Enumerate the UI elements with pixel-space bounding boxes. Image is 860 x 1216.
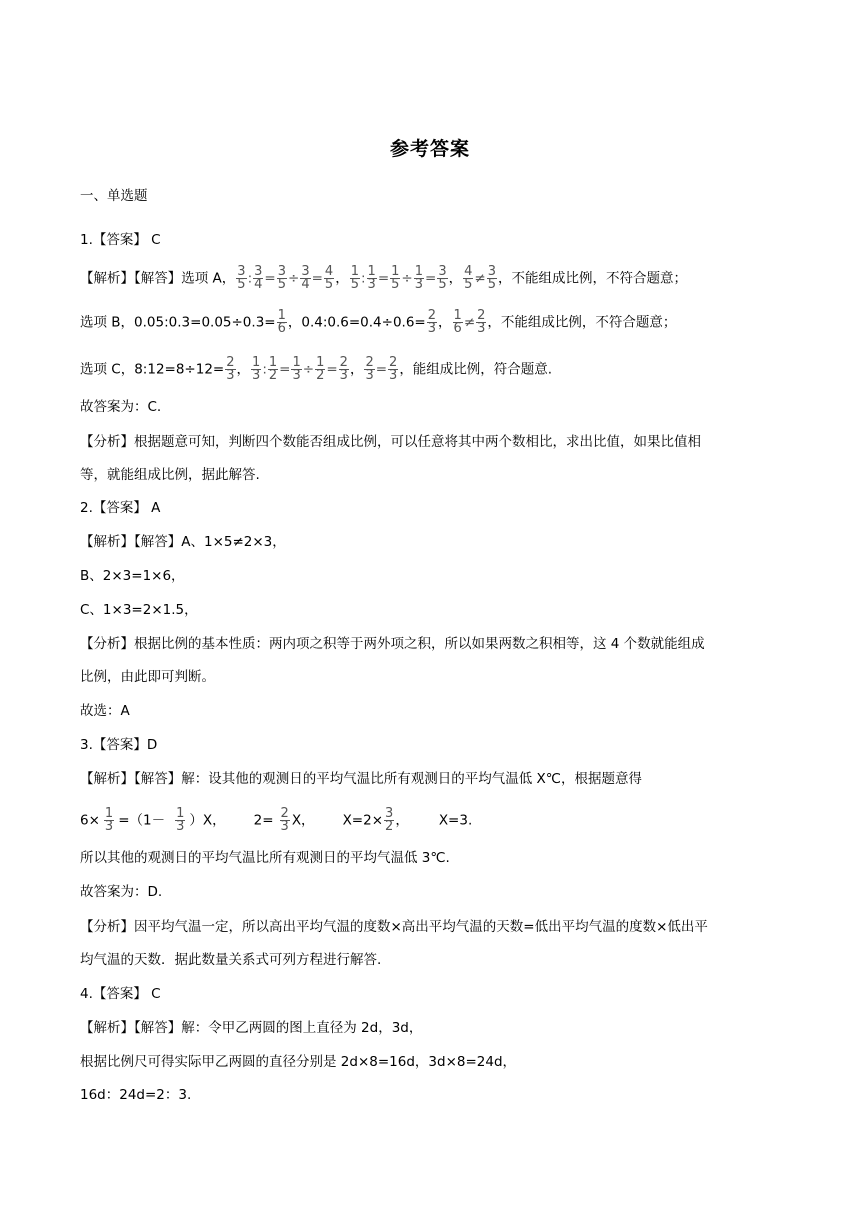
fraction: $\frac{2}{3}$ [427,308,437,336]
q3-analysis-2: 均气温的天数．据此数量关系式可列方程进行解答. [80,952,382,968]
fraction: $\frac{1}{3}$ [367,264,376,292]
q2-analysis-2: 比例，由此即可判断。 [80,669,215,685]
fraction: $\frac{3}{5}$ [277,264,286,292]
q1-conclusion: 故答案为：C. [80,399,162,415]
fraction: $\frac{1}{3}$ [176,806,185,834]
fraction: $\frac{2}{3}$ [389,355,398,383]
fraction: $\frac{2}{3}$ [339,355,348,383]
fraction: $\frac{1}{6}$ [453,308,462,336]
fraction: $\frac{1}{3}$ [104,806,114,834]
q1-option-c: 选项 C，8:12=8÷12= $\frac{2}{3}$ ， $\frac{1}{3}$ : $\frac{1}{2}$ = $\frac{1}{3}$ ÷ $\frac{1}{2}$ = $\frac{2}{3}$ ， $\frac{2}{3}$ = $\frac{2}{3}$ ，能组成比例，符合题意. [80,355,553,383]
q4-line-3: 16d：24d=2：3. [80,1087,192,1103]
q3-line-1: 【解析】【解答】解：设其他的观测日的平均气温比所有观测日的平均气温低 X℃，根据题意得 [80,771,642,787]
fraction: $\frac{3}{4}$ [254,264,263,292]
q2-analysis-1: 【分析】根据比例的基本性质：两内项之积等于两外项之积，所以如果两数之积相等，这 4 个数就能组成 [80,636,705,652]
q3-analysis-1: 【分析】因平均气温一定，所以高出平均气温的度数×高出平均气温的天数=低出平均气温的度数×低出平 [80,919,708,935]
page-title: 参考答案 [389,138,470,160]
fraction: $\frac{4}{5}$ [324,264,334,292]
q3-line-3: 所以其他的观测日的平均气温比所有观测日的平均气温低 3℃. [80,850,450,866]
fraction: $\frac{3}{2}$ [385,806,394,834]
section-heading: 一、单选题 [80,188,148,204]
fraction: $\frac{2}{3}$ [477,308,486,336]
q4-line-2: 根据比例尺可得实际甲乙两圆的直径分别是 2d×8=16d，3d×8=24d， [80,1054,517,1070]
q3-equation: 6× $\frac{1}{3}$ =（1－ $\frac{1}{3}$ ）X， 2= $\frac{2}{3}$ X， X=2× $\frac{3}{2}$ ， X=3. [80,806,473,834]
fraction: $\frac{4}{5}$ [464,264,473,292]
q2-conclusion: 故选：A [80,703,130,719]
q1-option-b: 选项 B，0.05:0.3=0.05÷0.3= $\frac{1}{6}$ ，0.4:0.6=0.4÷0.6= $\frac{2}{3}$ ， $\frac{1}{6}$ ≠ $\frac{2}{3}$ ，不能组成比例，不符合题意； [80,308,677,336]
fraction: $\frac{3}{4}$ [301,264,310,292]
q1-option-a: 【解析】【解答】选项 A， $\frac{3}{5}$ : $\frac{3}{4}$ = $\frac{3}{5}$ ÷ $\frac{3}{4}$ = $\frac{4}{5}$ ， $\frac{1}{5}$ : $\frac{1}{3}$ = $\frac{1}{5}$ ÷ $\frac{1}{3}$ = $\frac{3}{5}$ ， $\frac{4}{5}$ ≠ $\frac{3}{5}$ ，不能组成比例，不符合题意； [80,264,687,292]
q1-b-intro: 选项 B，0.05:0.3=0.05÷0.3= [80,314,276,331]
q1-analysis-1: 【分析】根据题意可知，判断四个数能否组成比例，可以任意将其中两个数相比，求出比值，如果比值相 [80,434,701,450]
q4-line-1: 【解析】【解答】解：令甲乙两圆的图上直径为 2d，3d， [80,1020,423,1036]
q3-answer: 3.【答案】D [80,737,158,753]
fraction: $\frac{2}{3}$ [365,355,374,383]
q2-line-c: C、1×3=2×1.5， [80,602,198,618]
fraction: $\frac{1}{3}$ [414,264,423,292]
fraction: $\frac{3}{5}$ [438,264,447,292]
fraction: $\frac{2}{3}$ [280,806,289,834]
fraction: $\frac{1}{2}$ [268,355,278,383]
fraction: $\frac{1}{6}$ [277,308,286,336]
fraction: $\frac{2}{3}$ [226,355,235,383]
q1-analysis-2: 等，就能组成比例，据此解答. [80,467,260,483]
fraction: $\frac{1}{3}$ [252,355,261,383]
fraction: $\frac{1}{5}$ [391,264,400,292]
q2-answer: 2.【答案】 A [80,500,161,516]
fraction: $\frac{1}{5}$ [350,264,359,292]
fraction: $\frac{3}{5}$ [487,264,496,292]
q2-line-a: 【解析】【解答】A、1×5≠2×3， [80,534,286,550]
q1-c-intro: 选项 C，8:12=8÷12= [80,361,225,378]
fraction: $\frac{3}{5}$ [237,264,246,292]
fraction: $\frac{1}{3}$ [292,355,301,383]
q2-line-b: B、2×3=1×6， [80,568,185,584]
q1-a-end: ，不能组成比例，不符合题意； [497,270,687,287]
fraction: $\frac{1}{2}$ [316,355,325,383]
q1-answer: 1.【答案】 C [80,232,161,248]
q1-a-intro: 【解析】【解答】选项 A， [80,270,236,287]
q3-conclusion: 故答案为：D. [80,884,163,900]
q4-answer: 4.【答案】 C [80,986,161,1002]
